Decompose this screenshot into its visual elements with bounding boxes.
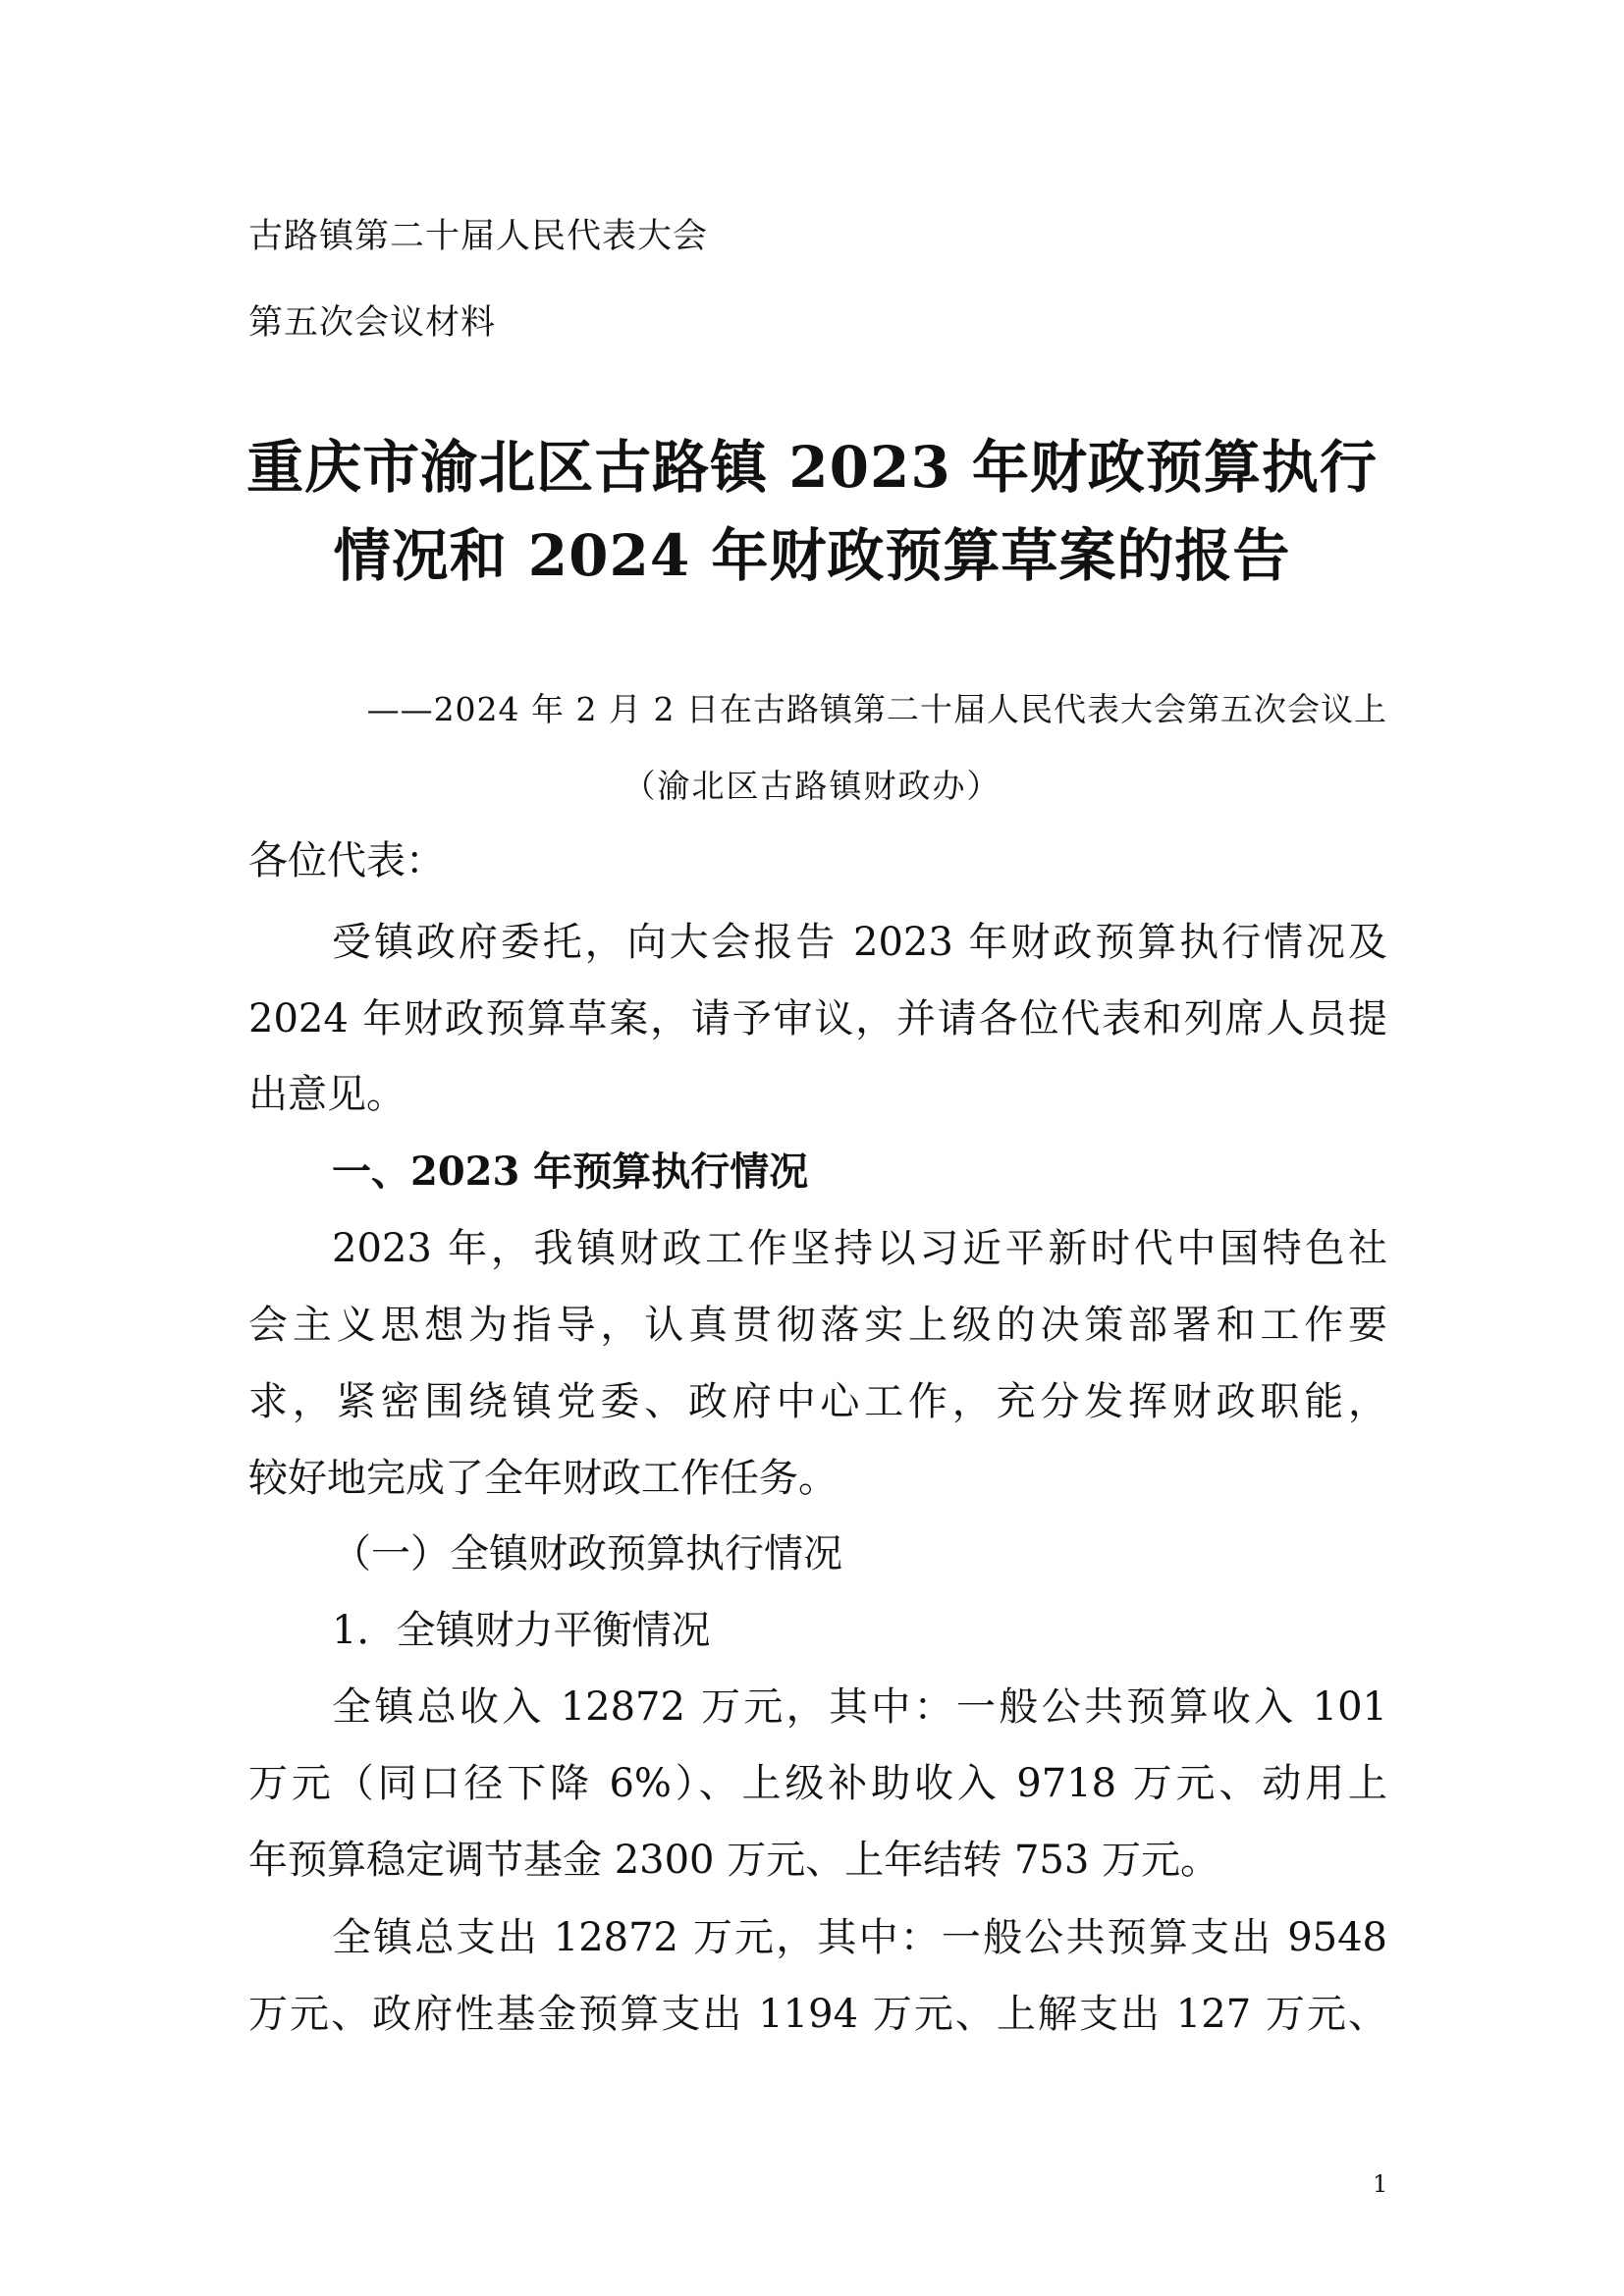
expenditure-paragraph-line-1: 全镇总支出 12872 万元，其中：一般公共预算支出 9548 bbox=[332, 1915, 1387, 1960]
section-heading-2023-execution: 一、2023 年预算执行情况 bbox=[332, 1148, 809, 1195]
issuing-office: （渝北区古路镇财政办） bbox=[623, 767, 1001, 805]
section-paragraph-line-3: 求，紧密围绕镇党委、政府中心工作，充分发挥财政职能， bbox=[248, 1379, 1387, 1424]
subsection-heading-town-budget: （一）全镇财政预算执行情况 bbox=[332, 1531, 842, 1576]
meeting-date-subtitle: ——2024 年 2 月 2 日在古路镇第二十届人民代表大会第五次会议上 bbox=[366, 690, 1387, 728]
report-title-line-1: 重庆市渝北区古路镇 2023 年财政预算执行 bbox=[246, 434, 1378, 501]
expenditure-paragraph-line-2: 万元、政府性基金预算支出 1194 万元、上解支出 127 万元、 bbox=[248, 1992, 1387, 2037]
revenue-paragraph-line-3: 年预算稳定调节基金 2300 万元、上年结转 753 万元。 bbox=[248, 1838, 1220, 1883]
revenue-paragraph-line-1: 全镇总收入 12872 万元，其中：一般公共预算收入 101 bbox=[332, 1684, 1387, 1730]
intro-paragraph-line-2: 2024 年财政预算草案，请予审议，并请各位代表和列席人员提 bbox=[248, 996, 1387, 1041]
section-paragraph-line-2: 会主义思想为指导，认真贯彻落实上级的决策部署和工作要 bbox=[248, 1303, 1387, 1348]
revenue-paragraph-line-2: 万元（同口径下降 6%）、上级补助收入 9718 万元、动用上 bbox=[248, 1761, 1387, 1806]
salutation: 各位代表： bbox=[248, 838, 445, 883]
intro-paragraph-line-1: 受镇政府委托，向大会报告 2023 年财政预算执行情况及 bbox=[332, 920, 1387, 965]
meeting-header-line-1: 古路镇第二十届人民代表大会 bbox=[248, 217, 709, 256]
meeting-header-line-2: 第五次会议材料 bbox=[248, 303, 497, 343]
page-number: 1 bbox=[1373, 2170, 1388, 2198]
report-title-line-2: 情况和 2024 年财政预算草案的报告 bbox=[333, 522, 1291, 589]
intro-paragraph-line-3: 出意见。 bbox=[248, 1072, 406, 1117]
section-paragraph-line-1: 2023 年，我镇财政工作坚持以习近平新时代中国特色社 bbox=[332, 1226, 1387, 1271]
section-paragraph-line-4: 较好地完成了全年财政工作任务。 bbox=[248, 1456, 838, 1501]
item-heading-financial-balance: 1．全镇财力平衡情况 bbox=[332, 1608, 711, 1653]
